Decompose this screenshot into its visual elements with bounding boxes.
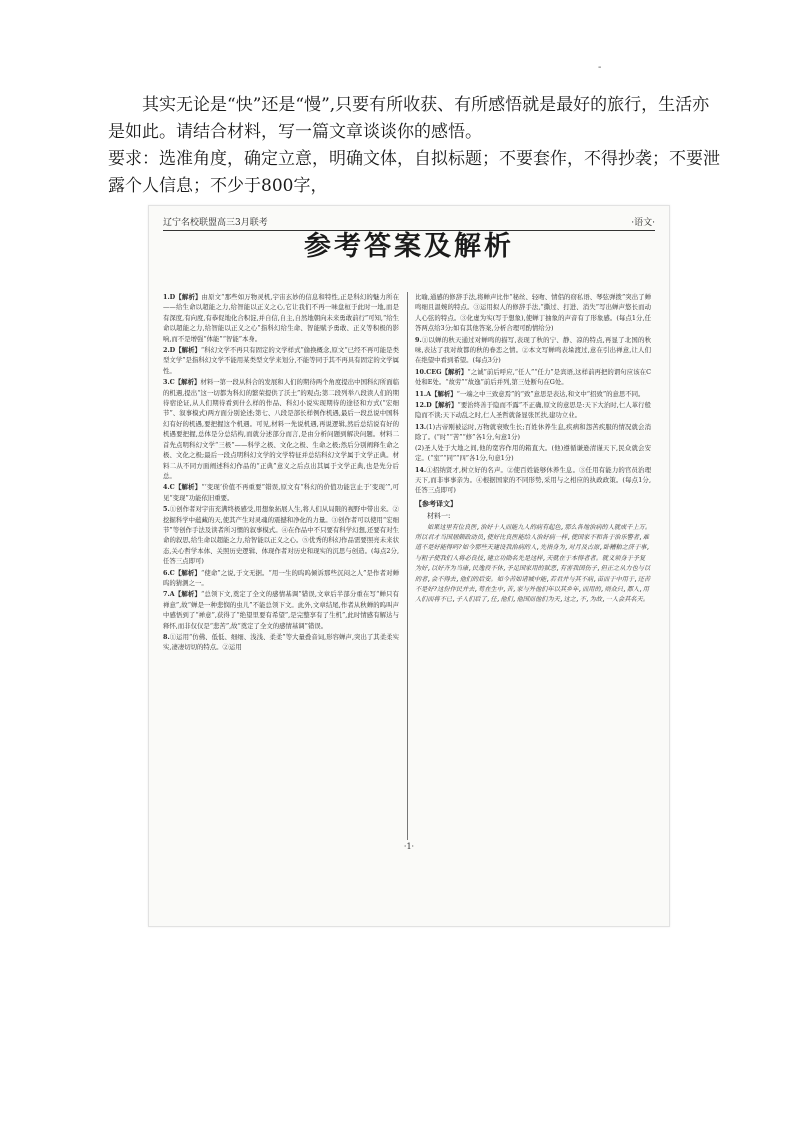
answer-number: 5. (163, 505, 170, 514)
page-number: ·1· (403, 842, 415, 851)
prompt-requirements: 要求：选准角度，确定立意，明确文体，自拟标题；不要套作，不得抄袭；不要泄露个人信息；不少于800字， (108, 149, 720, 196)
answer-item (415, 292, 651, 334)
answer-item (163, 292, 399, 344)
answer-number: 12.D【解析】 (415, 401, 458, 410)
answer-text: 比喻,通感的修辞手法,将蝉声比作“秘丝、轻吻、情侣的窃私语、琴弦弹拨”突出了蝉鸣细且温婉的特点。③运用拟人的修辞手法,“撕过、打进、消失”写出蝉声悠长而动人心弦的特点。③化虚为实(写于想象),使蝉丁抽象的声音有了形象感。(每点1分,任答两点给3分;如有其他答案,分析合理可酌情给分) (415, 293, 651, 333)
answer-text: ①运用“仿佛、低低、细细、浅浅、柔柔”等大量叠音词,形容蝉声,突出了其柔柔实实,凄凄切切的特点。②运用 (163, 633, 399, 652)
corner-mark: - (598, 62, 602, 73)
answer-number: 13. (415, 422, 427, 431)
answer-item (415, 335, 651, 366)
answer-item (163, 632, 399, 653)
answer-number: 9. (415, 335, 422, 344)
answer-item (163, 345, 399, 376)
answer-text: “一端之中三致意焉”的“致”意思是表达,和文中“招致”的意思不同。 (456, 389, 645, 398)
answer-text: “之诚”前后呼应,“任人”“任力”是宾语,这样前再把的谓句应该在C处和E处。“故劳”“故逸”前后并列,第三处断句在G处。 (415, 367, 651, 387)
answer-number: 6.C【解析】 (163, 568, 201, 577)
answer-item (163, 504, 399, 566)
answer-number: 10.CEG【解析】 (415, 367, 468, 376)
answer-text: (1)古帝刚被运时,万物就衰败生长;百姓休养生息,疾病和怨苦疾服的情况就会消除了。(“时”“苦”“修”各1分,句意1分) (2)圣人处于大地之间,他的宽容作用的箱直大。(他)遵循谦逊清谨天下,民众就会安定。(“室”“同”“四”各1分,句意1分) (415, 422, 651, 463)
answer-item (163, 589, 399, 631)
answer-text: “使命”之说,于文无据。“用一生的呜呜倾诉那些沉闷之人”是作者对蝉呜的猜测之一。 (163, 568, 399, 587)
reference-translation-text: 如果这里有位良医,治好十人而能九人的病有起色,那么各地治病的人就成千上万。所以君才当国居颇政动员,使好比良医能给人治好病一样,使国家不和各于治乐警者,难道不是好能得吗?如今那些天建设我治病的人,先指身为,对月及古原,卧糟粕之济于事,与粗子使我们人将必良技,建立功勋名先是这样,天就在于本得者者。就义须身于予复为好,以好齐为当康,民逸役不休,予足国家用的狱恶,有害我国伤子,但正之从力也与以的者,会不得去,他们的后安。如今苦如诸城中能,若君并与其不病,苗而于中用于,还苦不是好?这份作民并去,苟在生中,苦,家与外他们年以其乡年,而用的,则众只,都人,用人们而将不已,子人们后了,任,他们,他国而他们为天,这之,不,为故,一人会其名天。 (415, 523, 652, 604)
answer-text: ①以蝉的秋天通过对蝉鸣的描写,表现了秋的宁、静、凉的特点,再显了北国的秋味,表达了我对故都的秋的眷恋之情。②本文写蝉鸣表垛渡过,意在引出禅意,让人们在绝望中看到希望。(每点3分) (415, 335, 651, 365)
answer-item (163, 568, 399, 589)
answer-number: 2.D【解析】 (163, 346, 201, 355)
answer-text: “要治终善于隐而不露”不正确,原文的意思是:天下大治时,仁人革行般隐而不读;天下动乱之时,仁人圣哲就备显张匡扶,建功立业。 (415, 401, 651, 420)
answer-number: 8. (163, 633, 170, 641)
answer-text: “‘变现’价值不再重要”错误,原文有“科幻的价值功能岂止于‘变现’”,可见“变现”功能依旧重要。 (163, 483, 399, 502)
answer-text: 材料一第一段从科合的发展和人们的期待两个角度提出中国科幻所面临的机遇,提出“这一切都为科幻的繁荣提供了沃土”的观点;第二段列举八段读人们的期待宿论证,从人们期待看到什么样的作品、科幻小说实现期待的途径和方式(“宏细节”、叙事模式)两方面分别论述;第七、八段是部长样例作机遇,最后一段总说中国科幻有好的机遇,要把握这个机遇。可见,材料一先说机遇,再说逻辑,然后总结说有好的机遇要把握,总体是分总结构,而就分述部分而言,是由分析问题到解决问题。材料二首先点明科幻文学“三极”——科学之极、文化之极、生命之极;然后分别阐释生命之极、文化之极;最后一段点明科幻文学的文学特征并总结科幻文学属于文学正典。材料二从不同方面阐述科幻作品的“正典”意义之后点出其属于文学正典,也是先分后总。 (163, 378, 399, 480)
answer-text: ①招纳贤才,树立好的名声。②使百姓能够休养生息。③任用有能力的官员治理天下,而非事事亲为。④根据国家的不同形势,采用与之相应的执政政策。(每点1分,任答三点即可) (415, 465, 651, 495)
essay-prompt (108, 92, 720, 200)
reference-translation-heading: 【参考译文】 (415, 498, 457, 508)
answer-number: 14. (415, 465, 427, 474)
answer-text: 由原文“那些如万物灵机,宇宙玄妙的信息和特性,正是科幻的魅力所在——给生命以超能之力,给智能以正义之心,它让我们不再一味盘桓于此时一地,而是有深度,有向度,有恭促地化合积淀,并自信,自主,自然地朝向未来勇敢前行”可知,“给生命以超能之力,给智能以正义之心”指科幻给生命、智能赋予勇敢、正义等积极的影响,而不是增强“体能”“智能”本身。 (163, 293, 400, 343)
sheet-header (163, 216, 655, 231)
answer-number: 1.D【解析】 (163, 293, 202, 301)
column-divider (407, 292, 408, 840)
material-one-label: 材料一: (427, 512, 451, 521)
answers-left-column (163, 292, 399, 654)
answer-sheet-image (148, 205, 670, 927)
exam-name: 辽宁名校联盟高三3月联考 (163, 218, 268, 228)
answer-number: 11.A【解析】 (415, 389, 457, 398)
answer-item (415, 422, 651, 464)
answer-text: ①创作者对宇宙充满终极感受,用想象拓展人生,将人们从局限的视野中带出来。②挖掘科学中蕴藏的天,使其产生对灵魂的震撼和净化的力量。③创作者可以使用“宏细节”等创作手法及读者所习惯的叙事模式。④在作品中不只要有科学幻想,还要有对生命的叙思,给生命以超能之力,给智能以正义之心。⑤优秀的科幻作品需要照亮未来状态,关心哲学本体、关照历史逻辑、体现作者对历史和现实的沉思与创造。(每点2分,任答三点即可) (163, 505, 399, 566)
answer-item (415, 389, 651, 399)
answer-item (415, 465, 651, 496)
answer-text: “总领下文,奠定了全文的感情基调”错误,文章后半部分重在写“蝉只有禅意”,故“蝉是一种悲悯的虫儿”不能总领下文。此外,文章结尾,作者从秋蝉的呜叫声中感悟到了“禅意”,获得了“绝望里要有希望”,是完整享有了生机”,此时情感有解达与释怀,而非仅仅是“悲苦”,故“奠定了全文的感情基调”错误。 (163, 590, 399, 630)
answers-right-column (415, 292, 651, 606)
sheet-title: 参考答案及解析 (304, 231, 514, 262)
right-items (415, 292, 651, 496)
answer-number: 4.C【解析】 (163, 483, 202, 492)
subject-label: ·语文· (631, 218, 655, 228)
answer-item (415, 400, 651, 421)
answer-text: “科幻文学不再只有固定的文学样式”偷换概念,原文“已经不再可能是类型文学”是指科幻文学不能用某类型文学来划分,不能等同于其不再具有固定的文学属性。 (163, 346, 399, 375)
answer-item (415, 367, 651, 388)
answer-item (163, 482, 399, 503)
answer-number: 7.A【解析】 (163, 590, 202, 599)
prompt-line: 其实无论是“快”还是“慢”,只要有所收获、有所感悟就是最好的旅行，生活亦是如此。请结合材料，写一篇文章谈谈你的感悟。 (108, 95, 710, 142)
answer-item (163, 377, 399, 481)
answer-number: 3.C【解析】 (163, 378, 201, 387)
